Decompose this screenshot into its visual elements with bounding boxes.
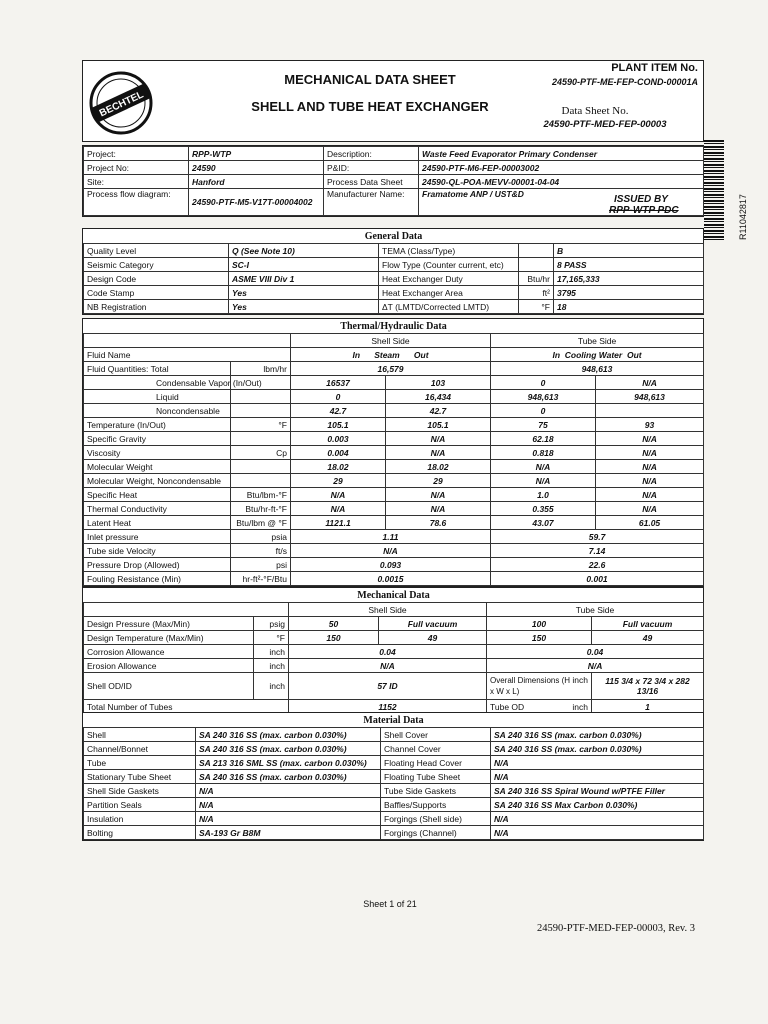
thermal-unit: Btu/hr-ft-°F (231, 502, 291, 516)
material-cell: N/A (491, 756, 704, 770)
mechanical-table (82, 587, 704, 715)
mfr-value: Framatome ANP / UST&D (422, 189, 524, 199)
mech-label: Design Temperature (Max/Min) (84, 631, 254, 645)
table-row (84, 432, 704, 446)
mfr-cell (419, 189, 704, 216)
table-row (84, 376, 704, 390)
mech-unit: psig (254, 617, 289, 631)
tube-od-unit: inch (572, 701, 588, 712)
overall-value: 115 3/4 x 72 3/4 x 282 13/16 (592, 673, 704, 700)
thermal-value: 62.18 (491, 432, 596, 446)
table-row (84, 418, 704, 432)
thermal-value: N/A (596, 502, 704, 516)
material-cell: SA 240 316 SS (max. carbon 0.030%) (491, 728, 704, 742)
site-value: Hanford (189, 175, 324, 189)
issued-stamp-2: RPP-WTP PDC (609, 205, 679, 216)
thermal-value: 0.004 (291, 446, 386, 460)
general-cell: Code Stamp (84, 286, 229, 300)
table-row (84, 742, 704, 756)
thermal-label: Temperature (In/Out) (84, 418, 231, 432)
thermal-label: Specific Gravity (84, 432, 231, 446)
thermal-unit: hr-ft²-°F/Btu (231, 572, 291, 586)
thermal-value: 0.003 (291, 432, 386, 446)
overall-label-text: Overall Dimensions (H x W x L) (490, 676, 571, 696)
mech-value: Full vacuum (592, 617, 704, 631)
shell-fluid: In Steam Out (291, 348, 491, 362)
thermal-unit: Cp (231, 446, 291, 460)
general-cell: 17,165,333 (554, 272, 704, 286)
overall-unit: inch (572, 675, 588, 685)
plant-item-value: 24590-PTF-ME-FEP-COND-00001A (551, 77, 698, 87)
thermal-label: Liquid (84, 390, 231, 404)
table-row (84, 756, 704, 770)
pid-value: 24590-PTF-M6-FEP-00003002 (419, 161, 704, 175)
material-cell: Floating Head Cover (381, 756, 491, 770)
material-cell: Tube Side Gaskets (381, 784, 491, 798)
material-cell: Forgings (Shell side) (381, 812, 491, 826)
material-cell: SA-193 Gr B8M (196, 826, 381, 840)
material-cell: Insulation (84, 812, 196, 826)
general-cell: Flow Type (Counter current, etc) (379, 258, 519, 272)
table-row (84, 258, 704, 272)
tube-value: 59.7 (491, 530, 704, 544)
thermal-value: 103 (386, 376, 491, 390)
mech-value: 0.04 (289, 645, 487, 659)
general-cell: 8 PASS (554, 258, 704, 272)
total-label: Fluid Quantities: Total (84, 362, 231, 376)
material-cell: Shell Cover (381, 728, 491, 742)
thermal-value: N/A (596, 488, 704, 502)
thermal-label: Specific Heat (84, 488, 231, 502)
general-title: General Data (364, 230, 423, 242)
material-cell: SA 240 316 SS (max. carbon 0.030%) (196, 770, 381, 784)
project-label: Project: (84, 147, 189, 161)
material-cell: N/A (491, 812, 704, 826)
thermal-value: 42.7 (386, 404, 491, 418)
shell-value: 0.093 (291, 558, 491, 572)
general-cell: Heat Exchanger Duty (379, 272, 519, 286)
general-cell: 18 (554, 300, 704, 314)
material-cell: Channel Cover (381, 742, 491, 756)
table-row (84, 244, 704, 258)
barcode (704, 140, 724, 240)
material-cell: SA 240 316 SS Max Carbon 0.030%) (491, 798, 704, 812)
general-cell: °F (519, 300, 554, 314)
material-cell: Partition Seals (84, 798, 196, 812)
shell-od-label: Shell OD/ID (84, 673, 254, 700)
sheet-number: Sheet 1 of 21 (363, 899, 417, 909)
project-value: RPP-WTP (189, 147, 324, 161)
thermal-value: 0.818 (491, 446, 596, 460)
table-row (84, 390, 704, 404)
material-cell: SA 240 316 SS (max. carbon 0.030%) (196, 728, 381, 742)
thermal-unit: ft/s (231, 544, 291, 558)
thermal-value: 0.355 (491, 502, 596, 516)
mechanical-title: Mechanical Data (357, 589, 430, 601)
project-no-label: Project No: (84, 161, 189, 175)
table-row (84, 446, 704, 460)
material-cell: Forgings (Channel) (381, 826, 491, 840)
pds-value: 24590-QL-POA-MEVV-00001-04-04 (419, 175, 704, 189)
thermal-value: N/A (386, 446, 491, 460)
general-cell: Design Code (84, 272, 229, 286)
thermal-value: 29 (291, 474, 386, 488)
mech-label: Erosion Allowance (84, 659, 254, 673)
thermal-value: 0 (291, 390, 386, 404)
thermal-unit (231, 432, 291, 446)
thermal-unit: Btu/lbm-°F (231, 488, 291, 502)
table-row (84, 530, 704, 544)
table-row (84, 659, 704, 673)
general-cell: Quality Level (84, 244, 229, 258)
thermal-label: Fouling Resistance (Min) (84, 572, 231, 586)
blank (84, 334, 291, 348)
thermal-value: 18.02 (291, 460, 386, 474)
table-row (84, 300, 704, 314)
thermal-value: 16537 (291, 376, 386, 390)
thermal-label: Molecular Weight (84, 460, 231, 474)
material-cell: SA 240 316 SS (max. carbon 0.030%) (196, 742, 381, 756)
side-code: R11042817 (738, 194, 748, 240)
table-row (84, 488, 704, 502)
material-title: Material Data (363, 714, 424, 726)
mech-label: Design Pressure (Max/Min) (84, 617, 254, 631)
table-row (84, 812, 704, 826)
thermal-value: 16,434 (386, 390, 491, 404)
thermal-value: 75 (491, 418, 596, 432)
thermal-label: Molecular Weight, Noncondensable (84, 474, 231, 488)
thermal-value: 0 (491, 376, 596, 390)
issued-stamp: ISSUED BY (614, 194, 668, 205)
mech-tube-header: Tube Side (487, 603, 704, 617)
thermal-unit: Btu/lbm @ °F (231, 516, 291, 530)
material-cell: N/A (196, 798, 381, 812)
table-row (84, 502, 704, 516)
mech-value: 49 (379, 631, 487, 645)
thermal-label: Noncondensable (84, 404, 231, 418)
shell-total: 16,579 (291, 362, 491, 376)
thermal-label: Inlet pressure (84, 530, 231, 544)
thermal-value: 42.7 (291, 404, 386, 418)
thermal-label: Tube side Velocity (84, 544, 231, 558)
general-cell: ΔT (LMTD/Corrected LMTD) (379, 300, 519, 314)
tube-total: 948,613 (491, 362, 704, 376)
mech-unit: inch (254, 659, 289, 673)
general-cell: Q (See Note 10) (229, 244, 379, 258)
material-cell: N/A (196, 812, 381, 826)
thermal-value: 61.05 (596, 516, 704, 530)
site-label: Site: (84, 175, 189, 189)
mech-value: 150 (289, 631, 379, 645)
general-table (82, 228, 704, 315)
blank (84, 603, 289, 617)
total-unit: lbm/hr (231, 362, 291, 376)
doc-reference: 24590-PTF-MED-FEP-00003, Rev. 3 (537, 923, 695, 934)
desc-value: Waste Feed Evaporator Primary Condenser (419, 147, 704, 161)
thermal-value: 948,613 (596, 390, 704, 404)
svg-text:BECHTEL: BECHTEL (97, 89, 146, 120)
table-row (84, 544, 704, 558)
table-row (84, 572, 704, 586)
pid-label: P&ID: (324, 161, 419, 175)
mech-value: N/A (289, 659, 487, 673)
thermal-value: N/A (386, 502, 491, 516)
material-cell: Shell (84, 728, 196, 742)
mech-value: 49 (592, 631, 704, 645)
desc-label: Description: (324, 147, 419, 161)
bechtel-logo (86, 68, 156, 138)
table-row (84, 770, 704, 784)
thermal-value: 105.1 (386, 418, 491, 432)
general-cell: Heat Exchanger Area (379, 286, 519, 300)
fluid-label: Fluid Name (84, 348, 291, 362)
general-cell: TEMA (Class/Type) (379, 244, 519, 258)
table-row (84, 631, 704, 645)
table-row (84, 272, 704, 286)
table-row (84, 826, 704, 840)
material-table (82, 712, 704, 841)
thermal-value: 105.1 (291, 418, 386, 432)
tube-od-label-text: Tube OD (490, 701, 525, 712)
plant-item-label: PLANT ITEM No. (611, 62, 698, 74)
mech-value: 100 (487, 617, 592, 631)
thermal-label: Viscosity (84, 446, 231, 460)
thermal-value: N/A (491, 474, 596, 488)
thermal-value: 93 (596, 418, 704, 432)
general-cell: Yes (229, 300, 379, 314)
table-row (84, 286, 704, 300)
material-cell: Bolting (84, 826, 196, 840)
thermal-value: N/A (596, 460, 704, 474)
shell-od-unit: inch (254, 673, 289, 700)
general-cell: 3795 (554, 286, 704, 300)
mech-value: 0.04 (487, 645, 704, 659)
table-row (84, 516, 704, 530)
mech-unit: inch (254, 645, 289, 659)
pds-label: Process Data Sheet (324, 175, 419, 189)
general-cell (519, 244, 554, 258)
material-cell: SA 240 316 SS Spiral Wound w/PTFE Filler (491, 784, 704, 798)
material-cell: N/A (491, 770, 704, 784)
tubes-value: 1152 (289, 700, 487, 714)
tube-od-value: 1 (592, 700, 704, 714)
thermal-label: Thermal Conductivity (84, 502, 231, 516)
thermal-value: 18.02 (386, 460, 491, 474)
general-cell: SC-I (229, 258, 379, 272)
tube-side-header: Tube Side (491, 334, 704, 348)
general-cell: Seismic Category (84, 258, 229, 272)
table-row (84, 728, 704, 742)
table-row (84, 617, 704, 631)
thermal-value: N/A (596, 432, 704, 446)
thermal-title: Thermal/Hydraulic Data (340, 320, 447, 332)
mech-value: Full vacuum (379, 617, 487, 631)
thermal-value: N/A (291, 502, 386, 516)
thermal-value: 948,613 (491, 390, 596, 404)
tube-fluid: In Cooling Water Out (491, 348, 704, 362)
table-row (84, 474, 704, 488)
thermal-unit (231, 460, 291, 474)
thermal-unit (231, 390, 291, 404)
general-cell: Yes (229, 286, 379, 300)
thermal-unit: °F (231, 418, 291, 432)
thermal-table (82, 318, 704, 587)
thermal-value: N/A (596, 376, 704, 390)
material-cell: N/A (491, 826, 704, 840)
material-cell: Channel/Bonnet (84, 742, 196, 756)
tube-value: 22.6 (491, 558, 704, 572)
mech-value: 50 (289, 617, 379, 631)
thermal-value: N/A (386, 432, 491, 446)
pfd-label: Process flow diagram: (84, 189, 189, 216)
thermal-value: 1.0 (491, 488, 596, 502)
thermal-label: Latent Heat (84, 516, 231, 530)
thermal-value: N/A (596, 446, 704, 460)
material-cell: Tube (84, 756, 196, 770)
general-cell: B (554, 244, 704, 258)
material-cell: N/A (196, 784, 381, 798)
thermal-value: N/A (386, 488, 491, 502)
project-no-value: 24590 (189, 161, 324, 175)
general-cell: ASME VIII Div 1 (229, 272, 379, 286)
thermal-value: 1121.1 (291, 516, 386, 530)
table-row (84, 404, 704, 418)
thermal-value: 29 (386, 474, 491, 488)
table-row (84, 784, 704, 798)
doc-subtitle: SHELL AND TUBE HEAT EXCHANGER (251, 99, 489, 114)
overall-label (487, 673, 592, 700)
table-row (84, 460, 704, 474)
pfd-value: 24590-PTF-M5-V17T-00004002 (189, 189, 324, 216)
general-cell: ft² (519, 286, 554, 300)
thermal-value: 78.6 (386, 516, 491, 530)
tubes-label: Total Number of Tubes (84, 700, 289, 714)
mech-unit: °F (254, 631, 289, 645)
thermal-value: N/A (291, 488, 386, 502)
shell-side-header: Shell Side (291, 334, 491, 348)
tube-value: 7.14 (491, 544, 704, 558)
general-cell (519, 258, 554, 272)
table-row (84, 673, 704, 700)
thermal-value: N/A (596, 474, 704, 488)
table-row (84, 798, 704, 812)
mech-label: Corrosion Allowance (84, 645, 254, 659)
thermal-label: Pressure Drop (Allowed) (84, 558, 231, 572)
shell-od-value: 57 ID (289, 673, 487, 700)
general-cell: NB Registration (84, 300, 229, 314)
material-cell: SA 213 316 SML SS (max. carbon 0.030%) (196, 756, 381, 770)
mfr-label: Manufacturer Name: (324, 189, 419, 216)
mech-shell-header: Shell Side (289, 603, 487, 617)
thermal-value (596, 404, 704, 418)
shell-value: 0.0015 (291, 572, 491, 586)
tube-value: 0.001 (491, 572, 704, 586)
shell-value: 1.11 (291, 530, 491, 544)
mech-value: N/A (487, 659, 704, 673)
thermal-value: 43.07 (491, 516, 596, 530)
project-table (82, 145, 704, 217)
thermal-value: N/A (491, 460, 596, 474)
general-cell: Btu/hr (519, 272, 554, 286)
thermal-unit (231, 404, 291, 418)
shell-value: N/A (291, 544, 491, 558)
thermal-value: 0 (491, 404, 596, 418)
table-row (84, 558, 704, 572)
thermal-unit (231, 474, 291, 488)
material-cell: SA 240 316 SS (max. carbon 0.030%) (491, 742, 704, 756)
material-cell: Floating Tube Sheet (381, 770, 491, 784)
table-row (84, 645, 704, 659)
data-sheet-value: 24590-PTF-MED-FEP-00003 (543, 119, 667, 130)
thermal-unit: psi (231, 558, 291, 572)
thermal-unit: psia (231, 530, 291, 544)
material-cell: Stationary Tube Sheet (84, 770, 196, 784)
material-cell: Shell Side Gaskets (84, 784, 196, 798)
thermal-label: Condensable Vapor (In/Out) (84, 376, 231, 390)
doc-title: MECHANICAL DATA SHEET (284, 72, 456, 87)
material-cell: Baffles/Supports (381, 798, 491, 812)
data-sheet-label: Data Sheet No. (561, 105, 629, 117)
mech-value: 150 (487, 631, 592, 645)
